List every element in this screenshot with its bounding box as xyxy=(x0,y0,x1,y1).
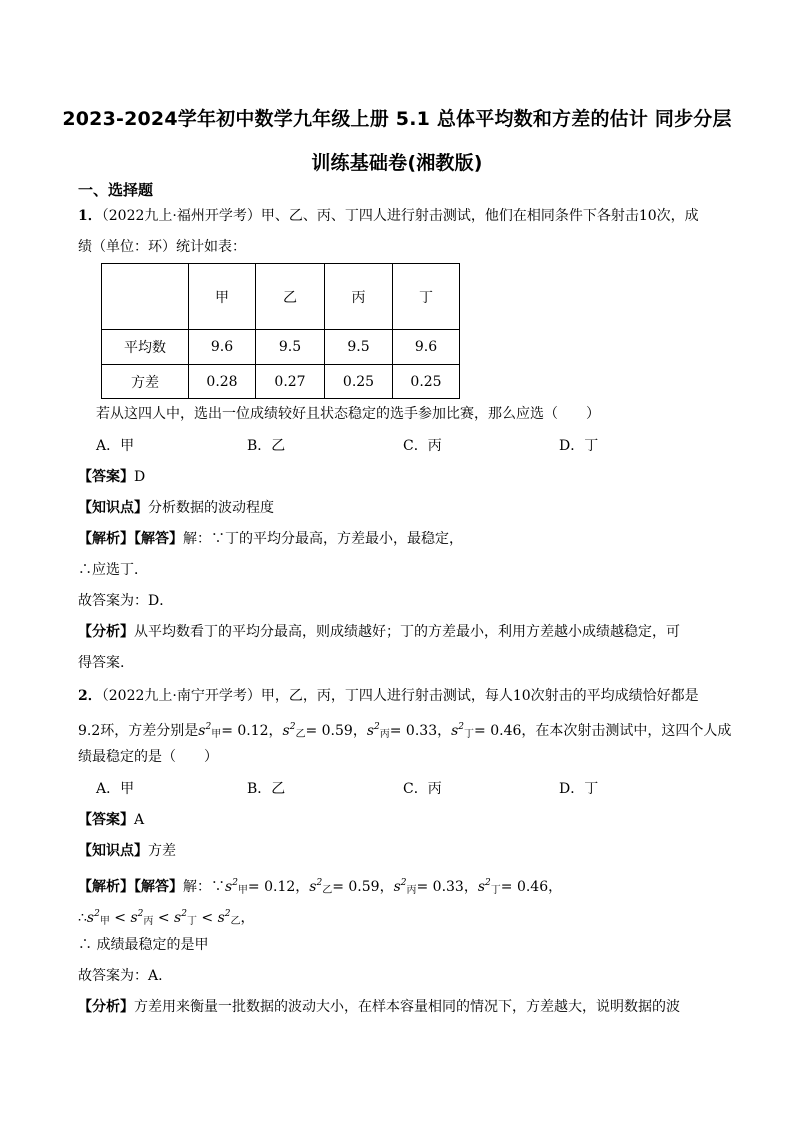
document-title-line1: 2023-2024学年初中数学九年级上册 5.1 总体平均数和方差的估计 同步分层 xyxy=(62,108,732,130)
var-symbol-bing: $s^2_丙$ xyxy=(366,722,390,740)
q1-answer-tag: 【答案】 xyxy=(78,469,134,485)
var-symbol-jia: $s^2_甲$ xyxy=(86,909,110,927)
q2-answer-line xyxy=(78,810,728,830)
table-cell: 9.6 xyxy=(393,330,460,365)
var-symbol-yi: $s^2_乙$ xyxy=(309,878,333,896)
table-header-ding: 丁 xyxy=(393,264,460,330)
q1-source: （2022九上·福州开学考） xyxy=(101,208,261,224)
q2-answer-tag: 【答案】 xyxy=(78,812,134,828)
q2-knowledge-line xyxy=(78,841,728,861)
var-value-jia: = 0.12 xyxy=(221,723,269,739)
table-cell: 0.25 xyxy=(393,365,460,399)
q2-analysis-line1: 【解析】【解答】解：$\because s^2_甲= 0.12$，$s^2_乙= 0.59$，$s^2_丙= 0.33$，$s^2_丁= 0.46$， xyxy=(78,878,563,896)
q1-analysis-tag: 【解析】【解答】 xyxy=(78,531,183,547)
var-symbol-ding: $s^2_丁$ xyxy=(174,909,197,927)
q2-knowledge: 方差 xyxy=(148,843,176,859)
var-value-bing: = 0.33 xyxy=(389,723,438,739)
q2-stem-line1 xyxy=(78,686,728,706)
q1-option-c: C．丙 xyxy=(403,438,442,454)
var-value-ding: = 0.46 xyxy=(474,723,522,739)
q1-stem-text1: 甲、乙、丙、丁四人进行射击测试，他们在相同条件下各射击10次，成 xyxy=(260,208,699,224)
q1-knowledge-line xyxy=(78,498,728,518)
table-cell: 9.5 xyxy=(325,330,393,365)
q2-fenxi-text1: 方差用来衡量一批数据的波动大小，在样本容量相同的情况下，方差越大，说明数据的波 xyxy=(134,999,680,1015)
q1-stem-line3: 若从这四人中，选出一位成绩较好且状态稳定的选手参加比赛，那么应选（ ） xyxy=(96,406,600,422)
q2-option-a: A．甲 xyxy=(96,781,135,797)
q2-option-b: B．乙 xyxy=(247,781,286,797)
q1-option-b: B．乙 xyxy=(247,438,286,454)
var-symbol-jia: $s^2_甲$ xyxy=(225,878,248,896)
table-cell: 0.25 xyxy=(325,365,393,399)
table-header-yi: 乙 xyxy=(256,264,325,330)
var-symbol-ding: $s^2_丁$ xyxy=(451,722,475,740)
q1-knowledge: 分析数据的波动程度 xyxy=(148,500,274,516)
table-header-bing: 丙 xyxy=(325,264,393,330)
q1-option-d: D．丁 xyxy=(559,438,599,454)
q2-analysis-line4: 故答案为：A. xyxy=(78,968,163,984)
table-corner-cell xyxy=(102,264,189,330)
q1-analysis-line3: 故答案为：D． xyxy=(78,593,174,609)
var-symbol-jia: $s^2_甲$ xyxy=(198,722,222,740)
q1-answer: D xyxy=(134,469,146,485)
q1-fenxi-text1: 从平均数看丁的平均分最高，则成绩越好；丁的方差最小，利用方差越小成绩越稳定，可 xyxy=(134,624,680,640)
q2-option-c: C．丙 xyxy=(403,781,442,797)
document-title-line2: 训练基础卷(湘教版) xyxy=(311,152,483,174)
q2-analysis-tag: 【解析】【解答】 xyxy=(78,879,183,895)
q2-stem-line2: 9.2环，方差分别是$s^2_甲= 0.12$，$s^2_乙= 0.59$，$s^2_丙= 0.33$，$s^2_丁= 0.46$，在本次射击测试中，这四个人成 xyxy=(78,722,732,740)
q1-number: 1． xyxy=(78,208,102,224)
q2-stem-line3: 绩最稳定的是（ ） xyxy=(78,749,218,765)
var-symbol-ding: $s^2_丁$ xyxy=(477,878,501,896)
table-cell: 0.27 xyxy=(256,365,325,399)
q2-knowledge-tag: 【知识点】 xyxy=(78,843,148,859)
q1-analysis-line2: ∴应选丁． xyxy=(78,562,148,578)
table-row-label-variance: 方差 xyxy=(102,365,189,399)
q1-answer-line xyxy=(78,467,728,487)
q1-score-table xyxy=(101,263,460,399)
table-cell: 0.28 xyxy=(189,365,256,399)
q2-stem-text2-post: ，在本次射击测试中，这四个人成 xyxy=(521,723,732,739)
var-symbol-yi: $s^2_乙$ xyxy=(282,722,306,740)
table-cell: 9.6 xyxy=(189,330,256,365)
q1-stem-line2: 绩（单位：环）统计如表： xyxy=(78,239,246,255)
table-cell: 9.5 xyxy=(256,330,325,365)
q2-number: 2． xyxy=(78,688,102,704)
q1-stem-line1 xyxy=(78,206,728,226)
q2-analysis-text1: 解：∵ xyxy=(183,879,225,895)
q2-stem-text2-pre: 9.2环，方差分别是 xyxy=(78,723,199,739)
section-heading: 一、选择题 xyxy=(78,181,154,199)
q2-source: （2022九上·南宁开学考） xyxy=(101,688,261,704)
q1-analysis-line1 xyxy=(78,529,728,549)
q2-stem-text1: 甲，乙，丙，丁四人进行射击测试，每人10次射击的平均成绩恰好都是 xyxy=(260,688,699,704)
table-row-label-mean: 平均数 xyxy=(102,330,189,365)
q1-fenxi-line1 xyxy=(78,622,728,642)
q1-knowledge-tag: 【知识点】 xyxy=(78,500,148,516)
var-value-yi: = 0.59 xyxy=(305,723,353,739)
table-header-jia: 甲 xyxy=(189,264,256,330)
q2-fenxi-line1 xyxy=(78,997,728,1017)
q1-fenxi-tag: 【分析】 xyxy=(78,624,134,640)
var-symbol-bing: $s^2_丙$ xyxy=(130,909,154,927)
q1-fenxi-line2: 得答案. xyxy=(78,655,125,671)
q2-analysis-line2: $\therefore s^2_甲 < s^2_丙 < s^2_丁 < s^2_乙$， xyxy=(78,909,255,927)
q2-fenxi-tag: 【分析】 xyxy=(78,999,134,1015)
q2-option-d: D．丁 xyxy=(559,781,599,797)
q1-analysis-text1: 解：∵丁的平均分最高，方差最小，最稳定， xyxy=(183,531,463,547)
var-symbol-bing: $s^2_丙$ xyxy=(393,878,417,896)
var-symbol-yi: $s^2_乙$ xyxy=(217,909,241,927)
q1-option-a: A．甲 xyxy=(96,438,135,454)
q2-analysis-line3: ∴ 成绩最稳定的是甲 xyxy=(78,937,209,953)
q2-answer: A xyxy=(134,812,145,828)
